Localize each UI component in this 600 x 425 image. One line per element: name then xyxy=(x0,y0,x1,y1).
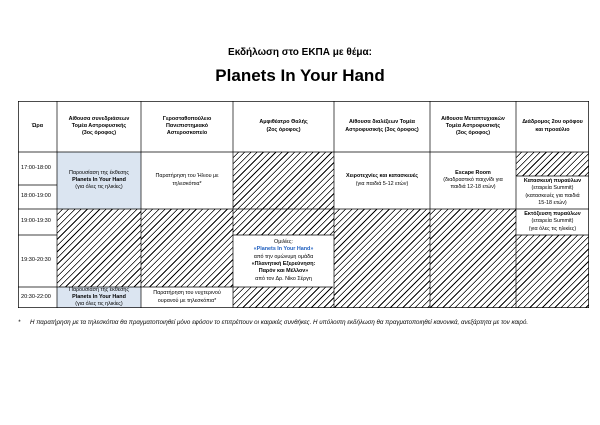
time-slot: 19:30-20:30 xyxy=(21,257,51,264)
event-exhibition-afternoon: Παρουσίαση της έκθεσης Planets In Your Hand (για όλες τις ηλικίες) xyxy=(57,152,141,209)
time-slot: 18:00-19:00 xyxy=(21,193,51,200)
unavailable-slot xyxy=(516,235,589,308)
event-rocket-building: Κατασκευή πυραύλων (εταιρεία Summit) (κατασκευές για παιδιά 15-18 ετών) xyxy=(523,177,582,206)
event-subtitle: Εκδήλωση στο ΕΚΠΑ με θέμα: xyxy=(228,47,372,58)
unavailable-slot xyxy=(233,287,334,308)
event-exhibition-evening: Παρουσίαση της έκθεσης Planets In Your Hand (για όλες τις ηλικίες) xyxy=(57,287,141,308)
event-rocket-launch: Εκτόξευση πυραύλων (εταιρεία Summit) (για όλες τις ηλικίες) xyxy=(524,211,581,232)
header-lecture-hall: Αίθουσα διαλέξεων Τομέα Αστροφυσικής (3ος όροφος) xyxy=(345,119,419,133)
unavailable-slot xyxy=(334,209,430,308)
header-thales-amphitheatre: Αμφιθέατρο Θαλής (2ος όροφος) xyxy=(259,119,308,133)
time-slot: 17:00-18:00 xyxy=(21,164,51,171)
header-observatory: Γεροσταθοπούλειο Πανεπιστημιακό Αστεροσκοπείο xyxy=(162,115,212,137)
unavailable-slot xyxy=(516,152,589,176)
footnote xyxy=(18,318,590,327)
event-escape-room: Escape Room (διαδραστικό παιχνίδι για παιδιά 12-18 ετών) xyxy=(443,169,503,191)
header-corridor: Διάδρομος 2ου ορόφου και προαύλιο xyxy=(522,119,583,133)
unavailable-slot xyxy=(430,209,516,308)
unavailable-slot xyxy=(233,152,334,235)
header-astro-meeting-room: Αίθουσα συνεδριάσεων Τομέα Αστροφυσικής (3ος όροφος) xyxy=(68,115,130,137)
schedule-table xyxy=(18,101,589,308)
event-crafts: Χειροτεχνίες και κατασκευές (για παιδιά 5-12 ετών) xyxy=(345,173,419,187)
time-slot: 19:00-19:30 xyxy=(21,218,51,225)
unavailable-slot xyxy=(141,209,233,287)
footnote-marker: * xyxy=(18,319,21,326)
event-talks: Ομιλίες: «Planets In Your Hand» από την ομώνυμη ομάδα «Πλανητική Εξερεύνηση: Παρόν και Μέλλον» από τον Δρ. Νίκο Σέργη xyxy=(251,239,316,282)
event-title: Planets In Your Hand xyxy=(215,66,385,85)
footnote-text: Η παρατήρηση με τα τηλεσκόπια θα πραγματοποιηθεί μόνο εφόσον το επιτρέπουν οι καιρικές συνθήκες. Η υπόλοιπη εκδήλωση θα πραγματοποιηθεί κανονικά, ανεξάρτητα με τον καιρό. xyxy=(30,319,529,326)
header-time: Ώρα xyxy=(31,122,44,129)
event-night-sky-observation: Παρατήρηση του νυχτερινού ουρανού με τηλεσκόπια* xyxy=(153,290,221,304)
unavailable-slot xyxy=(57,209,141,287)
event-sun-observation: Παρατήρηση του Ήλιου με τηλεσκόπια* xyxy=(155,173,219,187)
time-slot: 20:30-22:00 xyxy=(21,293,51,300)
header-postgrad-room: Αίθουσα Μεταπτυχιακών Τομέα Αστροφυσικής (3ος όροφος) xyxy=(441,115,505,137)
